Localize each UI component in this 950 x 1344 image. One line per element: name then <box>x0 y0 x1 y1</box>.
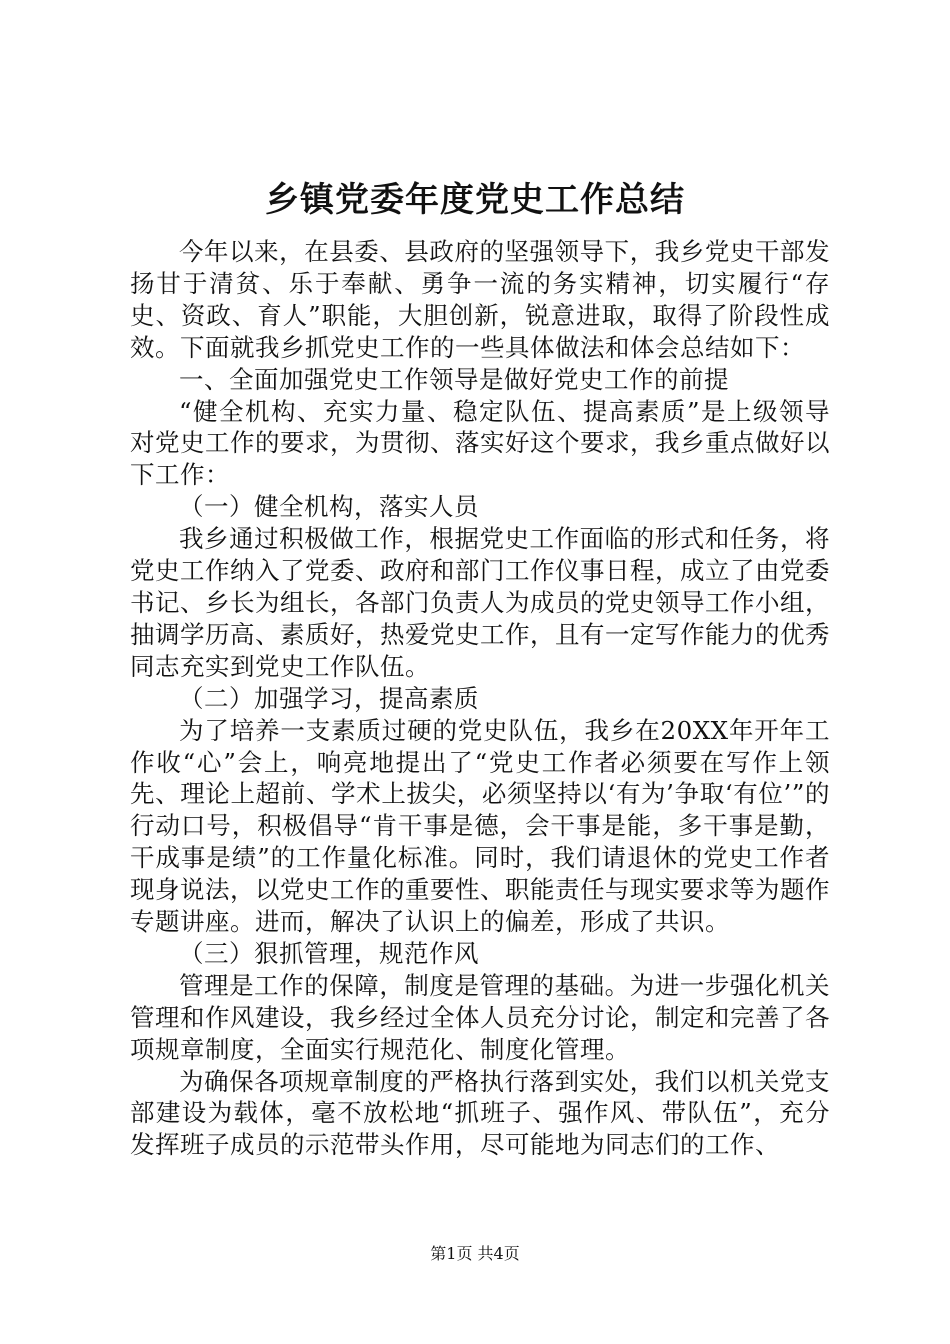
subsection-heading-1: （一）健全机构，落实人员 <box>179 492 479 522</box>
subsection-1-paragraph: 我乡通过积极做工作，根据党史工作面临的形式和任务，将党史工作纳入了党委、政府和部门工作仪事日程，成立了由党委书记、乡长为组长，各部门负责人为成员的党史领导工作小组，抽调学历高、素质好，热爱党史工作，且有一定写作能力的优秀同志充实到党史工作队伍。 <box>130 524 830 681</box>
document-body <box>130 236 830 1161</box>
subsection-heading-2: （二）加强学习，提高素质 <box>179 683 479 713</box>
subsection-2-paragraph: 为了培养一支素质过硬的党史队伍，我乡在20XX年开年工作收“心”会上，响亮地提出了“党史工作者必须要在写作上领先、理论上超前、学术上拔尖，必须坚持以‘有为’争取‘有位’”的行动口号，积极倡导“肯干事是德，会干事是能，多干事是勤，干成事是绩”的工作量化标准。同时，我们请退休的党史工作者现身说法，以党史工作的重要性、职能责任与现实要求等为题作专题讲座。进而，解决了认识上的偏差，形成了共识。 <box>130 715 830 937</box>
subsection-heading-3: （三）狠抓管理，规范作风 <box>179 938 479 968</box>
page-number-footer: 第1页 共4页 <box>430 1244 520 1263</box>
section-heading-1: 一、全面加强党史工作领导是做好党史工作的前提 <box>179 364 729 394</box>
subsection-3-paragraph-1: 管理是工作的保障，制度是管理的基础。为进一步强化机关管理和作风建设，我乡经过全体人员充分讨论，制定和完善了各项规章制度，全面实行规范化、制度化管理。 <box>130 970 830 1064</box>
subsection-3-paragraph-2: 为确保各项规章制度的严格执行落到实处，我们以机关党支部建设为载体，毫不放松地“抓班子、强作风、带队伍”，充分发挥班子成员的示范带头作用，尽可能地为同志们的工作、 <box>130 1066 830 1160</box>
section-1-paragraph: “健全机构、充实力量、稳定队伍、提高素质”是上级领导对党史工作的要求，为贯彻、落实好这个要求，我乡重点做好以下工作： <box>130 396 830 490</box>
intro-paragraph: 今年以来，在县委、县政府的坚强领导下，我乡党史干部发扬甘于清贫、乐于奉献、勇争一流的务实精神，切实履行“存史、资政、育人”职能，大胆创新，锐意进取，取得了阶段性成效。下面就我乡抓党史工作的一些具体做法和体会总结如下： <box>130 237 830 362</box>
document-title: 乡镇党委年度党史工作总结 <box>265 180 685 220</box>
